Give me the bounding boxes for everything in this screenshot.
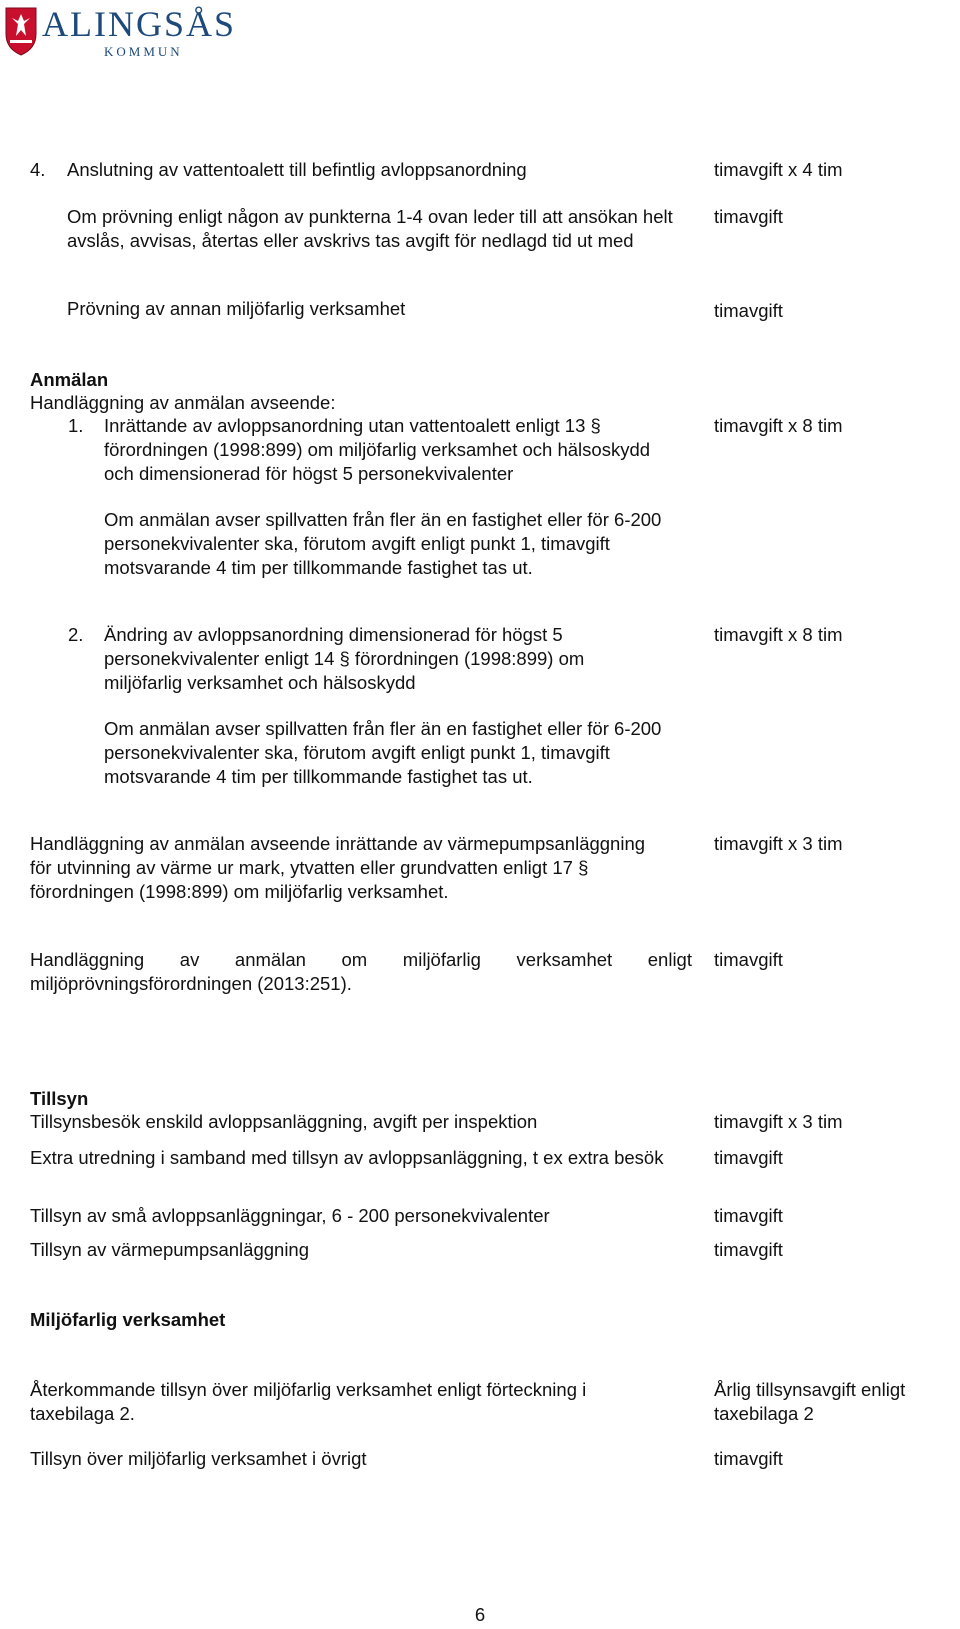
- item-4-text: Anslutning av vattentoalett till befintlig avloppsanordning: [67, 159, 527, 180]
- tillsyn-row-3-text: Tillsyn av små avloppsanläggningar, 6 - 200 personekvivalenter: [30, 1205, 550, 1226]
- miljo-row-2-text: Tillsyn över miljöfarlig verksamhet i övrigt: [30, 1448, 367, 1469]
- avslag-text: Om prövning enligt någon av punkterna 1-4 ovan leder till att ansökan helt avslås, avvisas, återtas eller avskrivs tas avgift för nedlagd tid ut med: [67, 206, 673, 251]
- coat-of-arms-icon: [4, 6, 38, 56]
- anmalan-point-1-note: Om anmälan avser spillvatten från fler än en fastighet eller för 6-200 personekvivalenter ska, förutom avgift enligt punkt 1, timavgift motsvarande 4 tim per tillkommande fastighet tas ut.: [104, 509, 662, 578]
- tillsyn-row-1-fee: timavgift x 3 tim: [714, 1111, 843, 1132]
- anmalan-point-2-fee: timavgift x 8 tim: [714, 624, 843, 645]
- miljo-row-2-fee: timavgift: [714, 1448, 783, 1469]
- item-4-fee: timavgift x 4 tim: [714, 159, 843, 180]
- item-4-number: 4.: [30, 159, 46, 180]
- varmepump-text: Handläggning av anmälan avseende inrättande av värmepumpsanläggning för utvinning av värme ur mark, ytvatten eller grundvatten enligt 17 § förordningen (1998:899) om miljöfarlig verksamhet.: [30, 833, 646, 902]
- anmalan-point-2-note: Om anmälan avser spillvatten från fler än en fastighet eller för 6-200 personekvivalenter ska, förutom avgift enligt punkt 1, timavgift motsvarande 4 tim per tillkommande fastighet tas ut.: [104, 718, 662, 787]
- tillsyn-row-1-text: Tillsynsbesök enskild avloppsanläggning, avgift per inspektion: [30, 1111, 538, 1132]
- tillsyn-row-4-text: Tillsyn av värmepumpsanläggning: [30, 1239, 310, 1260]
- logo-subtitle: KOMMUN: [104, 44, 183, 59]
- anmalan-point-2-number: 2.: [68, 624, 84, 645]
- annan-verksamhet-fee: timavgift: [714, 300, 783, 321]
- logo-wordmark: ALINGSÅS: [42, 4, 237, 44]
- miljo-heading: Miljöfarlig verksamhet: [30, 1309, 226, 1330]
- tillsyn-heading: Tillsyn: [30, 1088, 89, 1109]
- mpf-text: Handläggning av anmälan om miljöfarlig verksamhet enligt miljöprövningsförordningen (2013:251).: [30, 949, 692, 994]
- anmalan-heading: Anmälan: [30, 369, 109, 390]
- varmepump-fee: timavgift x 3 tim: [714, 833, 843, 854]
- tillsyn-row-2-fee: timavgift: [714, 1147, 783, 1168]
- anmalan-point-1-text: Inrättande av avloppsanordning utan vattentoalett enligt 13 § förordningen (1998:899) om miljöfarlig verksamhet och hälsoskydd och dimensionerad för högst 5 personekvivalenter: [104, 415, 651, 484]
- avslag-fee: timavgift: [714, 206, 783, 227]
- tillsyn-row-4-fee: timavgift: [714, 1239, 783, 1260]
- annan-verksamhet-text: Prövning av annan miljöfarlig verksamhet: [67, 298, 406, 319]
- anmalan-point-1-number: 1.: [68, 415, 84, 436]
- page-number: 6: [474, 1604, 486, 1625]
- anmalan-point-2-text: Ändring av avloppsanordning dimensionerad för högst 5 personekvivalenter enligt 14 § förordningen (1998:899) om miljöfarlig verksamhet och hälsoskydd: [104, 624, 585, 693]
- mpf-fee: timavgift: [714, 949, 783, 970]
- tillsyn-row-3-fee: timavgift: [714, 1205, 783, 1226]
- tillsyn-row-2-text: Extra utredning i samband med tillsyn av avloppsanläggning, t ex extra besök: [30, 1147, 664, 1168]
- alingsas-logo: [0, 0, 260, 64]
- anmalan-point-1-fee: timavgift x 8 tim: [714, 415, 843, 436]
- miljo-row-1-fee: Årlig tillsynsavgift enligt taxebilaga 2: [714, 1379, 906, 1424]
- anmalan-intro: Handläggning av anmälan avseende:: [30, 392, 336, 413]
- miljo-row-1-text: Återkommande tillsyn över miljöfarlig verksamhet enligt förteckning i taxebilaga 2.: [30, 1379, 587, 1424]
